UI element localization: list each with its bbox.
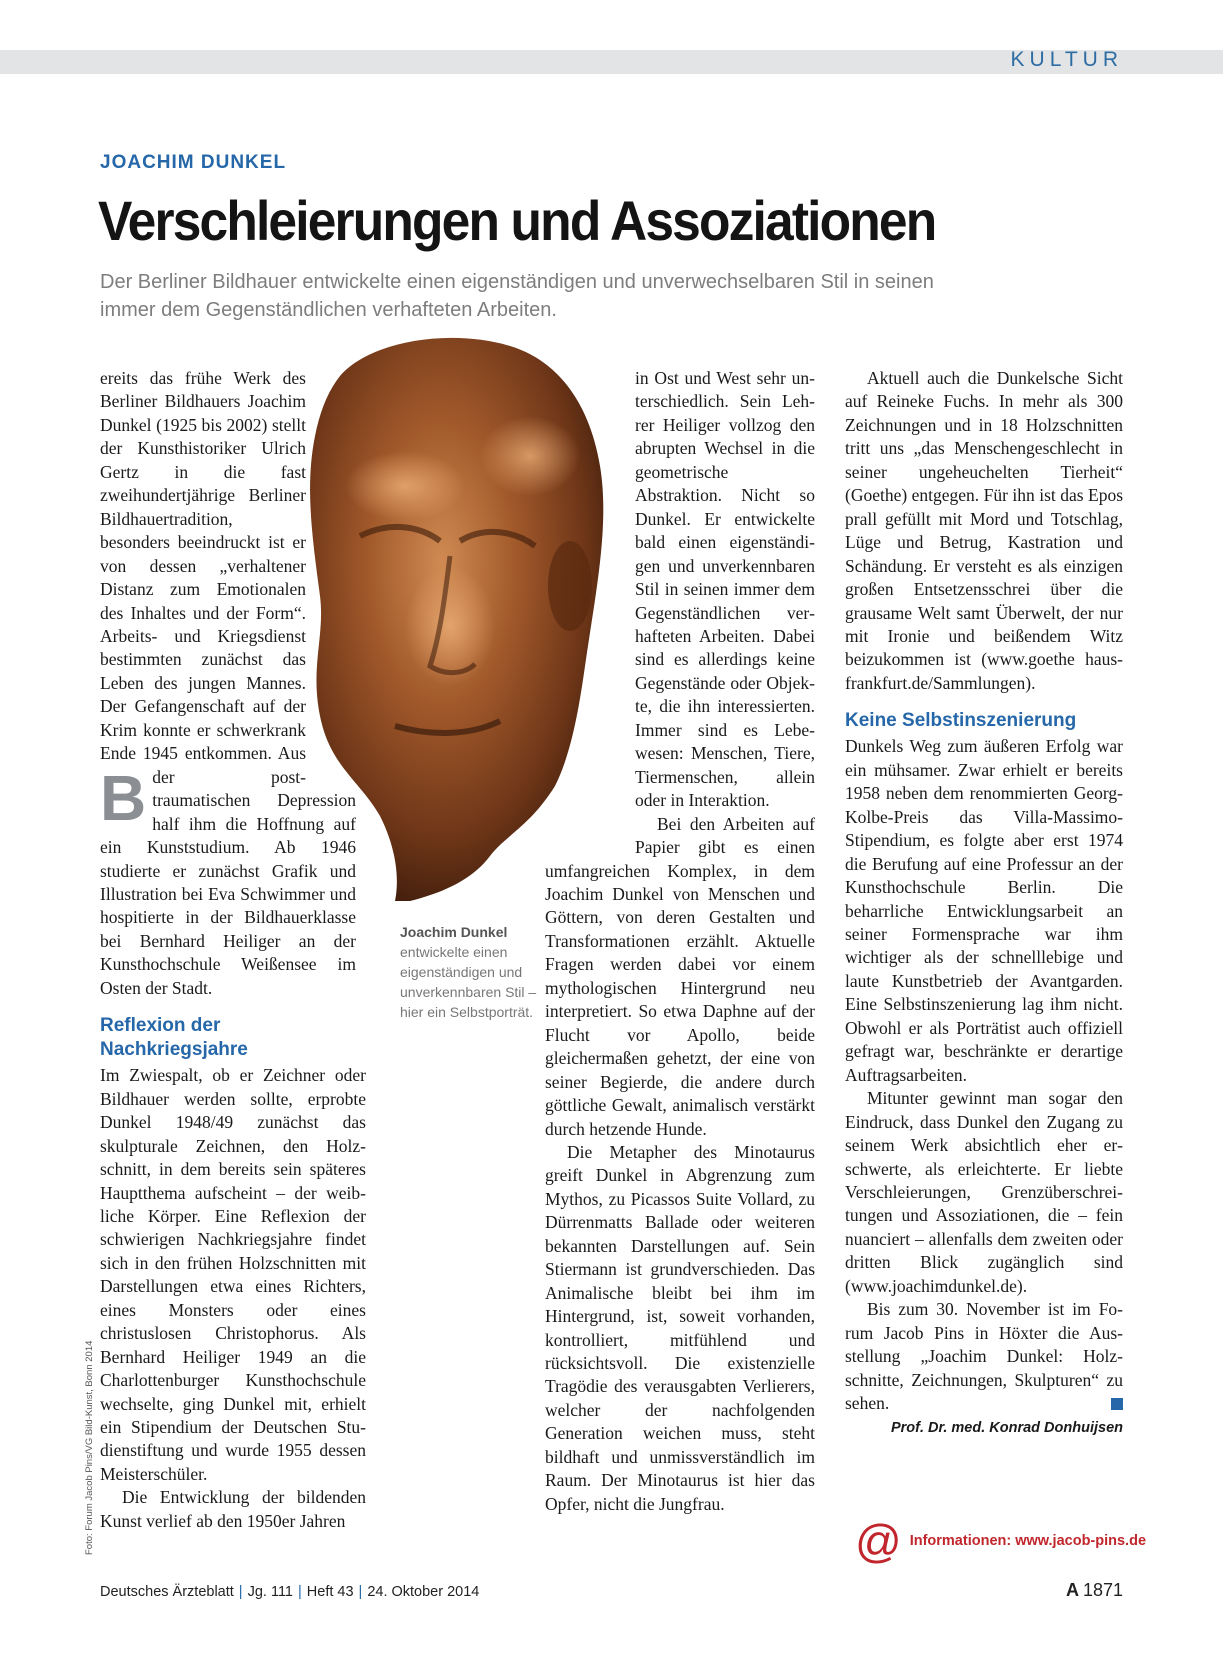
- body-paragraph: Aktuell auch die Dunkelsche Sicht auf Reineke Fuchs. In mehr als 300 Zeichnungen und in 18 Holzschnitten tritt uns „das Menschengeschlecht in seiner ungeheuchelten Tierheit“ (Goethe) entgegen. Für ihn ist das Epos prall gefüllt mit Mord und Totschlag, Lüge und Betrug, Kastration und Schändung. Er versteht es als einzigen großen Entsetzensschrei über die grausame Welt samt Überwelt, der nur mit Ironie und beißendem Witz beizukommen ist (www.goethe haus-frankfurt.de/Sammlungen).: [845, 368, 1123, 693]
- body-paragraph: ereits das frühe Werk des Berliner Bildhauers Joachim Dunkel (1925 bis 2002) stellt der Kunsthistoriker Ulrich Gertz in die fast zweihundertjährige Berliner Bildhauertradition, besonders beeindruckt ist er von dessen „verhaltener Distanz zum Emotionalen des Inhaltes und der Form“. Arbeits- und Kriegsdienst bestimmten zunächst das Leben des jungen Mannes. Der Gefangenschaft auf der Krim konnte er schwerkrank Ende 1945 entkommen. Aus der posttraumatischen Depression half ihm die Hoffnung auf ein Kunststudium. Ab 1946 studierte er zunächst Grafik und Illustration bei Eva Schwimmer und hospitierte in der Bildhauerklasse bei Bernhard Heiliger an der Kunsthochschule Weißensee im Osten der Stadt.: [100, 368, 356, 998]
- body-paragraph: Mitunter gewinnt man sogar den Eindruck, dass Dunkel den Zugang zu seinem Werk absichtlich eher erschwerte, als erleichterte. Er liebte Verschleierungen, Grenzüberschreitungen und Assoziationen, die – fein nuanciert – allenfalls dem zweiten oder dritten Blick zugänglich sind (www.joachimdunkel.de).: [845, 1088, 1123, 1296]
- journal-name: Deutsches Ärzteblatt: [100, 1584, 234, 1600]
- article-column-2: [545, 367, 815, 1516]
- info-box: [855, 1515, 1147, 1567]
- article-dek: Der Berliner Bildhauer entwickelte einen eigenständigen und unverwechselbaren Stil in seinen immer dem Gegenständlichen verhafteten Arbeiten.: [100, 271, 934, 321]
- article-column-1: [100, 367, 366, 1533]
- body-paragraph: Bis zum 30. November ist im Forum Jacob Pins in Höxter die Ausstellung „Joachim Dunkel: Holzschnitte, Zeichnungen, Skulpturen“ zu sehen.: [845, 1299, 1123, 1414]
- footer-separator: |: [298, 1584, 302, 1600]
- end-mark-icon: [1111, 1398, 1123, 1410]
- journal-date: 24. Oktober 2014: [367, 1584, 480, 1600]
- page-prefix: A: [1065, 1580, 1079, 1600]
- drop-cap: B: [100, 762, 147, 834]
- info-link[interactable]: Informationen: www.jacob-pins.de: [909, 1533, 1147, 1549]
- footer: [100, 1584, 479, 1600]
- article-column-3: [845, 367, 1123, 1441]
- subhead: Keine Selbstinszenierung: [845, 710, 1077, 732]
- body-paragraph: in Ost und West sehr unterschiedlich. Sein Lehrer Heiliger vollzog den abrupten Wechsel in die geometrische Abstraktion. Nicht so Dunkel. Er entwickelte bald einen eigenständigen und unverkennbaren Stil in seinen immer dem Gegenständlichen verhafteten Arbeiten. Dabei sind es allerdings keine Gegenstände oder Objekte, die ihn interessierten. Immer sind es Lebewesen: Menschen, Tiere, Tiermenschen, allein oder in Interaktion.: [635, 368, 815, 811]
- body-paragraph: Die Entwicklung der bildenden Kunst verlief ab den 1950er Jahren: [100, 1487, 366, 1531]
- subhead: Reflexion der Nachkriegsjahre: [100, 1015, 248, 1061]
- page-number-value: 1871: [1082, 1580, 1123, 1600]
- photo-credit: Foto: Forum Jacob Pins/VG Bild-Kunst, Bonn 2014: [84, 1340, 95, 1555]
- figure-caption: [400, 922, 540, 1022]
- section-label: KULTUR: [1010, 48, 1123, 71]
- article-headline: Verschleierungen und Assoziationen: [98, 189, 936, 252]
- caption-title: Joachim Dunkel: [400, 924, 508, 940]
- body-paragraph: Die Metapher des Minotaurus greift Dunkel in Abgrenzung zum Mythos, zu Picassos Suite Vollard, zu Dürrenmatts Ballade oder weiteren bekannten Darstellungen auf. Sein Stiermann ist grundverschieden. Das Animalische bleibt bei ihm im Hintergrund, ist, soweit vorhanden, kontrolliert, mitfühlend und rücksichtsvoll. Die existenzielle Tragödie des verausgabten Verlierers, welcher der nachfolgenden Generation weichen muss, steht bildhaft und unmissverständlich im Raum. Der Minotaurus ist hier das Opfer, nicht die Jungfrau.: [545, 1141, 815, 1514]
- at-sign-icon: @: [855, 1515, 902, 1567]
- journal-volume: Jg. 111: [247, 1584, 293, 1600]
- footer-separator: |: [358, 1584, 363, 1600]
- caption-text: entwickelte einen eigenständigen und unverkennbaren Stil – hier ein Selbstporträt.: [400, 944, 537, 1020]
- author-byline: Prof. Dr. med. Konrad Donhuijsen: [890, 1420, 1123, 1437]
- body-paragraph: Dunkels Weg zum äußeren Erfolg war ein mühsamer. Zwar erhielt er bereits 1958 neben dem renommierten Georg-Kolbe-Preis das Villa-Massimo-Stipendium, es folgte aber erst 1974 die Berufung auf eine Professur an der Kunsthochschule Berlin. Die beharrliche Entwicklungsarbeit an seiner Formensprache war ihm wichtiger als der schnelllebige und laute Kunstbetrieb der Avantgarden. Eine Selbstinszenierung lag ihm nicht. Obwohl er als Porträtist auch offiziell gefragt war, beschränkte er derartige Auftragsarbeiten.: [845, 736, 1123, 1085]
- body-paragraph: Im Zwiespalt, ob er Zeichner oder Bildhauer werden sollte, erprobte Dunkel 1948/49 zunächst das skulpturale Zeichnen, den Holzschnitt, in dem bereits sein späteres Hauptthema aufscheint – der weibliche Körper. Eine Reflexion der schwierigen Nachkriegsjahre findet sich in den frühen Holzschnitten mit Darstellungen etwa eines Richters, eines Monsters oder eines christuslosen Christophorus. Als Bernhard Heiliger 1949 an die Charlottenburger Kunsthochschule wechselte, ging Dunkel mit, erhielt ein Stipendium der Deutschen Studienstiftung und wurde 1955 dessen Meisterschüler.: [100, 1065, 366, 1484]
- body-paragraph: Bei den Arbeiten auf Papier gibt es einen umfangreichen Komplex, in dem Joachim Dunkel von Menschen und Göttern, von deren Gestalten und Transformationen erzählt. Aktuelle Fragen werden dabei vor einem mythologischen Hintergrund neu interpretiert. So etwa Daphne auf der Flucht vor Apollo, beide gleichermaßen gehetzt, der eine von seiner Begierde, die andere durch göttliche Gewalt, animalisch verstärkt durch hetzende Hunde.: [545, 813, 815, 1139]
- footer-separator: |: [238, 1584, 243, 1600]
- article-kicker: JOACHIM DUNKEL: [100, 152, 287, 173]
- page-number: [1066, 1580, 1123, 1601]
- journal-issue: Heft 43: [306, 1584, 354, 1600]
